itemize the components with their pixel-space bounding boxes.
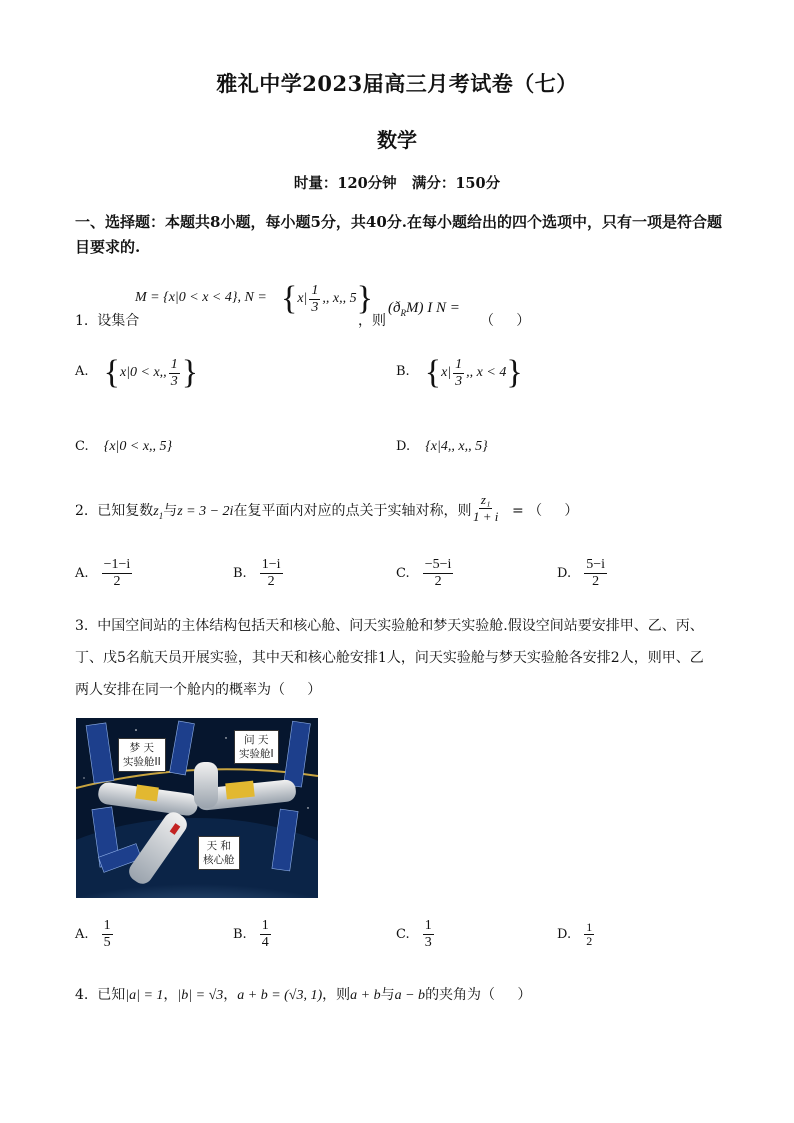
option-label: C. bbox=[396, 927, 410, 942]
q1-set-m: M = {x|0 < x < 4}, N = bbox=[135, 290, 267, 305]
option-label: A. bbox=[75, 566, 89, 581]
q1-option-c[interactable] bbox=[75, 435, 172, 455]
q4-tail: 的夹角为（ ） bbox=[425, 987, 532, 1003]
q3-line-3: 两人安排在同一个舱内的概率为（ ） bbox=[75, 682, 322, 698]
q1-option-a[interactable] bbox=[75, 356, 198, 390]
q1-option-b[interactable] bbox=[396, 356, 523, 390]
q4-with: 与 bbox=[380, 987, 395, 1003]
label-wentian bbox=[234, 730, 279, 764]
frac-den: 4 bbox=[261, 935, 269, 950]
frac-num: 5−i bbox=[586, 557, 605, 572]
q2-option-a[interactable] bbox=[75, 557, 134, 590]
q1-complement-sub: R bbox=[400, 308, 406, 318]
q2-fraction bbox=[469, 492, 502, 525]
frac-den: 5 bbox=[103, 935, 111, 950]
frac-den: 2 bbox=[267, 574, 275, 589]
q1-frac-num: 1 bbox=[311, 282, 319, 298]
q2-stem bbox=[75, 500, 471, 521]
frac-num: −5−i bbox=[424, 557, 452, 572]
frac-num: 1 bbox=[455, 356, 463, 372]
space-station-illustration bbox=[76, 718, 318, 898]
option-label: C. bbox=[75, 439, 89, 454]
q2-option-b[interactable] bbox=[233, 557, 285, 590]
q2-option-d[interactable] bbox=[557, 557, 609, 590]
frac-den: 2 bbox=[113, 574, 121, 589]
option-label: A. bbox=[75, 927, 89, 942]
q2-tail: = （ ） bbox=[512, 503, 579, 519]
q1-option-a-expr: {x|0 < x,, $\frac{1}{3}$ } bbox=[103, 354, 199, 391]
option-label: B. bbox=[396, 364, 410, 380]
q3-option-a[interactable] bbox=[75, 918, 115, 951]
option-label: B. bbox=[233, 927, 247, 942]
label-wentian-line1: 问 天 bbox=[244, 734, 269, 746]
q1-then bbox=[358, 310, 386, 330]
frac-num: 1 bbox=[170, 356, 178, 372]
q4-comma-2: ， bbox=[223, 987, 238, 1003]
q1-option-b-left: x| bbox=[441, 365, 452, 381]
question-4 bbox=[75, 984, 531, 1004]
label-wentian-line2: 实验舱I bbox=[239, 748, 274, 760]
q1-prefix: 1. 设集合 bbox=[75, 313, 140, 329]
q2-mid1: 与 bbox=[163, 503, 178, 519]
subject-heading: 数学 bbox=[377, 128, 417, 152]
q1-set-n-right: ,, x,, 5 bbox=[322, 291, 357, 307]
q3-line-2: 丁、戊5名航天员开展实验，其中天和核心舱安排1人，问天实验舱与梦天实验舱各安排2人，则甲、乙 bbox=[75, 650, 704, 666]
time-and-score: 时量：120分钟 满分：150分 bbox=[293, 175, 501, 192]
option-label: C. bbox=[396, 566, 410, 581]
q1-fraction bbox=[309, 283, 320, 316]
q1-option-a-text: x|0 < x,, bbox=[119, 365, 167, 381]
option-label: B. bbox=[233, 566, 247, 581]
q4-comma-1: ， bbox=[163, 987, 178, 1003]
q1-complement-rest: M) I N = bbox=[406, 300, 460, 316]
frac-num: 1 bbox=[261, 918, 269, 933]
option-label: D. bbox=[396, 439, 411, 454]
frac-num: 1 bbox=[103, 918, 111, 933]
label-tianhe-line2: 核心舱 bbox=[203, 854, 235, 866]
q1-frac-den: 3 bbox=[311, 299, 319, 315]
label-tianhe bbox=[198, 836, 240, 870]
section-heading: 一、选择题：本题共8小题，每小题5分，共40分.在每小题给出的四个选项中，只有一项是符合题目要求的. bbox=[75, 213, 722, 256]
q1-then-text: ，则 bbox=[358, 313, 386, 329]
q1-option-b-right: ,, x < 4 bbox=[466, 365, 507, 381]
option-label: D. bbox=[557, 927, 572, 942]
q2-mid2: 在复平面内对应的点关于实轴对称，则 bbox=[233, 503, 472, 519]
frac-num: 1 bbox=[424, 918, 432, 933]
brace-left: { bbox=[281, 280, 298, 317]
option-label: D. bbox=[557, 566, 572, 581]
frac-num: −1−i bbox=[103, 557, 131, 572]
q1-option-c-text: {x|0 < x,, 5} bbox=[103, 439, 173, 454]
q4-cond-2: |b| = √3 bbox=[177, 988, 224, 1003]
q1-set-n-left: x| bbox=[297, 291, 308, 307]
option-label: A. bbox=[75, 364, 89, 380]
q3-option-d[interactable] bbox=[557, 921, 596, 948]
q4-expr-1: a + b bbox=[350, 988, 381, 1003]
label-mengtian-line1: 梦 天 bbox=[129, 742, 155, 754]
q1-option-d-text: {x|4,, x,, 5} bbox=[425, 439, 488, 454]
q3-option-b[interactable] bbox=[233, 918, 273, 951]
space-station-image bbox=[76, 718, 318, 898]
q1-complement bbox=[388, 300, 460, 318]
frac-den: 3 bbox=[170, 373, 178, 389]
q2-frac-den: 1 + i bbox=[473, 509, 499, 524]
q4-cond-1: |a| = 1 bbox=[125, 988, 164, 1003]
q3-option-c[interactable] bbox=[396, 918, 436, 951]
q4-prefix: 4. 已知 bbox=[75, 987, 126, 1003]
q1-option-b-expr: {x| $\frac{1}{3}$ ,, x < 4} bbox=[424, 354, 523, 391]
frac-den: 3 bbox=[424, 935, 432, 950]
q4-expr-2: a − b bbox=[394, 988, 426, 1003]
q3-line-1: 3. 中国空间站的主体结构包括天和核心舱、问天实验舱和梦天实验舱.假设空间站要安排甲、乙、丙、 bbox=[75, 618, 704, 634]
q2-option-c[interactable] bbox=[396, 557, 455, 590]
frac-num: 1 bbox=[586, 920, 593, 934]
label-tianhe-line1: 天 和 bbox=[206, 840, 231, 852]
q2-frac-num: z₁ bbox=[480, 492, 491, 507]
label-mengtian-line2: 实验舱II bbox=[123, 756, 161, 768]
q2-z-expr: z = 3 − 2i bbox=[177, 504, 234, 519]
frac-den: 2 bbox=[586, 934, 593, 948]
exam-title: 雅礼中学2023届高三月考试卷（七） bbox=[216, 71, 578, 96]
frac-den: 2 bbox=[434, 574, 442, 589]
label-mengtian bbox=[118, 738, 166, 772]
frac-den: 3 bbox=[455, 373, 463, 389]
q2-prefix: 2. 已知复数 bbox=[75, 503, 154, 519]
q1-complement-sym: (ð bbox=[388, 300, 401, 316]
q2-z1: $z_1$ bbox=[153, 504, 164, 521]
frac-den: 2 bbox=[592, 574, 600, 589]
brace-right: } bbox=[356, 280, 373, 317]
frac-num: 1−i bbox=[261, 557, 281, 572]
q1-option-d[interactable] bbox=[396, 435, 488, 455]
q4-cond-3: a + b = (√3, 1) bbox=[237, 988, 323, 1003]
q1-paren: （ ） bbox=[480, 313, 531, 329]
q4-mid: ，则 bbox=[322, 987, 351, 1003]
